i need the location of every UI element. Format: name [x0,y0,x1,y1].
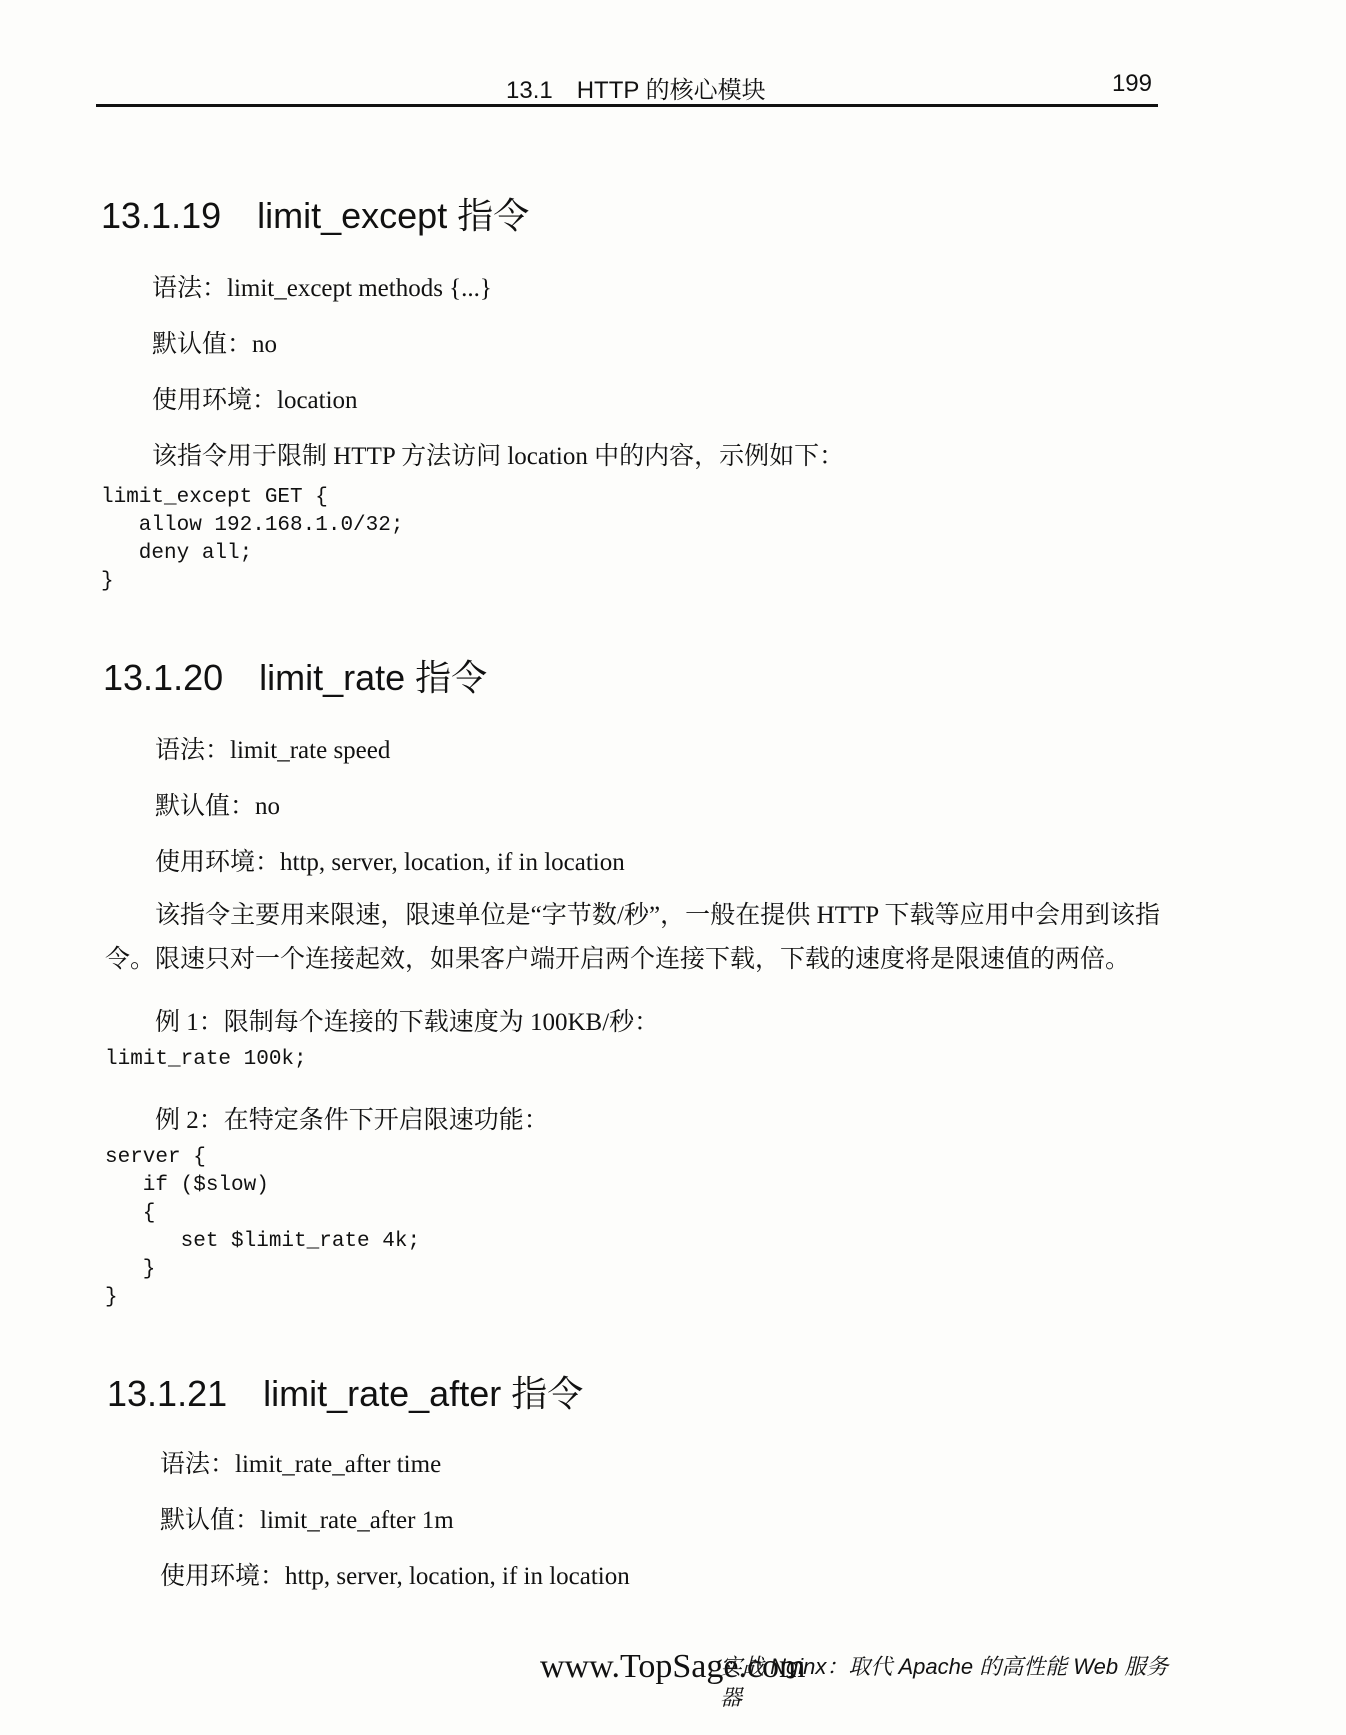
default-line: 默认值：no [152,331,278,358]
context-line: 使用环境：http, server, location, if in location [160,1563,630,1590]
section-title: limit_rate 指令 [259,657,488,698]
code-block: limit_rate 100k; [105,1048,307,1071]
section-title: limit_except 指令 [257,195,530,236]
section-heading-13-1-20 [103,650,487,701]
code-block: limit_except GET { allow 192.168.1.0/32; deny all; } [101,486,404,593]
page-number: 199 [1111,70,1152,97]
section-number: 13.1.20 [103,657,224,698]
syntax-line: 语法：limit_rate speed [155,737,391,764]
context-line: 使用环境：http, server, location, if in location [155,849,625,876]
default-line: 默认值：no [155,793,281,820]
context-line: 使用环境：location [152,387,358,414]
section-heading-13-1-21 [107,1366,583,1417]
running-header [96,62,1158,107]
section-number: 13.1.19 [101,195,222,236]
code-block: server { if ($slow) { set $limit_rate 4k; } } [105,1146,421,1309]
syntax-line: 语法：limit_rate_after time [160,1451,442,1478]
footer-site: www.TopSage.com [540,1648,806,1685]
description-paragraph: 该指令主要用来限速，限速单位是“字节数/秒”，一般在提供 HTTP 下载等应用中会用到该指令。限速只对一个连接起效，如果客户端开启两个连接下载，下载的速度将是限速值的两倍。 [105,902,1160,973]
description-paragraph: 该指令用于限制 HTTP 方法访问 location 中的内容，示例如下： [152,443,845,470]
example-2-label: 例 2：在特定条件下开启限速功能： [155,1107,549,1134]
section-heading-13-1-19 [101,188,529,239]
syntax-line: 语法：limit_except methods {...} [152,275,492,302]
section-title: limit_rate_after 指令 [263,1373,584,1414]
default-line: 默认值：limit_rate_after 1m [160,1507,454,1534]
example-1-label: 例 1：限制每个连接的下载速度为 100KB/秒： [155,1009,660,1036]
footer-book-title: 实战 Nginx：取代 Apache 的高性能 Web 服务器 [720,1654,1169,1710]
page-footer [540,1640,1180,1710]
section-number: 13.1.21 [107,1373,228,1414]
running-header-title: 13.1 HTTP 的核心模块 [506,77,766,104]
